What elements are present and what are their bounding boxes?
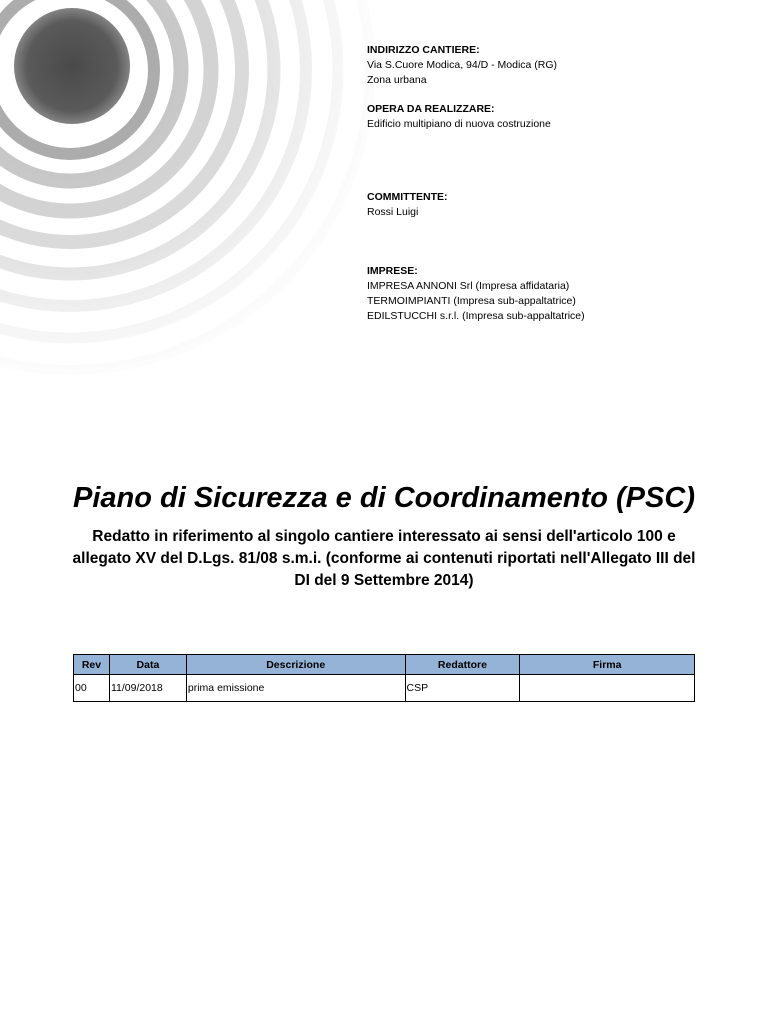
company-item: TERMOIMPIANTI (Impresa sub-appaltatrice) bbox=[367, 295, 576, 307]
column-header-date: Data bbox=[109, 655, 186, 675]
company-item: EDILSTUCCHI s.r.l. (Impresa sub-appaltatrice) bbox=[367, 310, 585, 322]
cell-date: 11/09/2018 bbox=[109, 675, 186, 702]
companies-label: IMPRESE: bbox=[367, 265, 418, 277]
client-label: COMMITTENTE: bbox=[367, 191, 448, 203]
cell-rev: 00 bbox=[74, 675, 110, 702]
site-address-line1: Via S.Cuore Modica, 94/D - Modica (RG) bbox=[367, 59, 558, 71]
column-header-description: Descrizione bbox=[186, 655, 405, 675]
site-info bbox=[367, 43, 747, 324]
client-value: Rossi Luigi bbox=[367, 206, 419, 218]
cell-signature bbox=[520, 675, 695, 702]
site-address-line2: Zona urbana bbox=[367, 74, 427, 86]
decorative-rings-graphic bbox=[0, 0, 380, 400]
document-subtitle: Redatto in riferimento al singolo cantiere interessato ai sensi dell'articolo 100 e allegato XV del D.Lgs. 81/08 s.m.i. (conforme ai contenuti riportati nell'Allegato III del DI del 9 Settembre 2014) bbox=[72, 528, 696, 589]
company-item: IMPRESA ANNONI Srl (Impresa affidataria) bbox=[367, 280, 570, 292]
cell-description: prima emissione bbox=[186, 675, 405, 702]
revision-table bbox=[73, 654, 695, 702]
work-value: Edificio multipiano di nuova costruzione bbox=[367, 118, 551, 130]
column-header-rev: Rev bbox=[74, 655, 110, 675]
site-address-label: INDIRIZZO CANTIERE: bbox=[367, 44, 480, 56]
document-title: Piano di Sicurezza e di Coordinamento (PSC) bbox=[73, 482, 695, 514]
work-label: OPERA DA REALIZZARE: bbox=[367, 103, 495, 115]
column-header-signature: Firma bbox=[520, 655, 695, 675]
cell-author: CSP bbox=[405, 675, 520, 702]
revision-table-header-row bbox=[74, 655, 695, 675]
table-row bbox=[74, 675, 695, 702]
column-header-author: Redattore bbox=[405, 655, 520, 675]
